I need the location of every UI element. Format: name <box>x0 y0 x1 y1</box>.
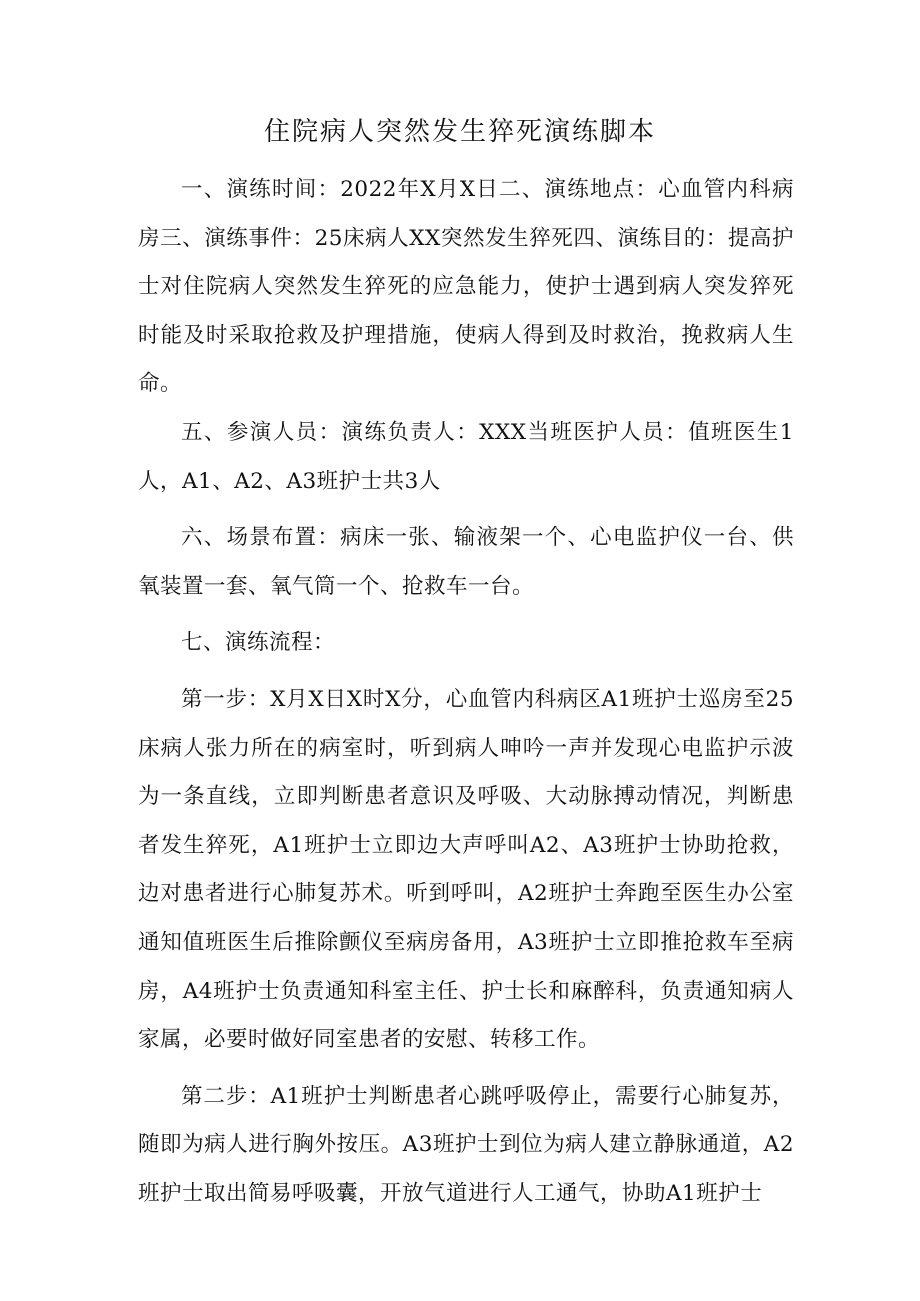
paragraph-participants: 五、参演人员：演练负责人：XXX当班医护人员：值班医生1人，A1、A2、A3班护士共3人 <box>138 419 794 494</box>
paragraph-drill-overview: 一、演练时间：2022年X月X日二、演练地点：心血管内科病房三、演练事件：25床病人XX突然发生猝死四、演练目的：提高护士对住院病人突然发生猝死的应急能力，使护士遇到病人突发猝死时能及时采取抢救及护理措施，使病人得到及时救治，挽救病人生命。 <box>138 177 794 397</box>
paragraph-step-one: 第一步：X月X日X时X分，心血管内科病区A1班护士巡房至25床病人张力所在的病室时，听到病人呻吟一声并发现心电监护示波为一条直线，立即判断患者意识及呼吸、大动脉搏动情况，判断患者发生猝死，A1班护士立即边大声呼叫A2、A3班护士协助抢救，边对患者进行心肺复苏术。听到呼叫，A2班护士奔跑至医生办公室通知值班医生后推除颤仪至病房备用，A3班护士立即推抢救车至病房，A4班护士负责通知科室主任、护士长和麻醉科，负责通知病人家属，必要时做好同室患者的安慰、转移工作。 <box>138 686 794 1053</box>
paragraph-step-two: 第二步：A1班护士判断患者心跳呼吸停止，需要行心肺复苏，随即为病人进行胸外按压。A3班护士到位为病人建立静脉通道，A2班护士取出简易呼吸囊，开放气道进行人工通气，协助A1班护士 <box>138 1083 794 1206</box>
document-title: 住院病人突然发生猝死演练脚本 <box>263 117 656 147</box>
paragraph-process-heading: 七、演练流程： <box>181 630 336 656</box>
paragraph-scene-setup: 六、场景布置：病床一张、输液架一个、心电监护仪一台、供氧装置一套、氧气筒一个、抢救车一台。 <box>138 525 794 599</box>
document-body <box>138 166 794 1222</box>
